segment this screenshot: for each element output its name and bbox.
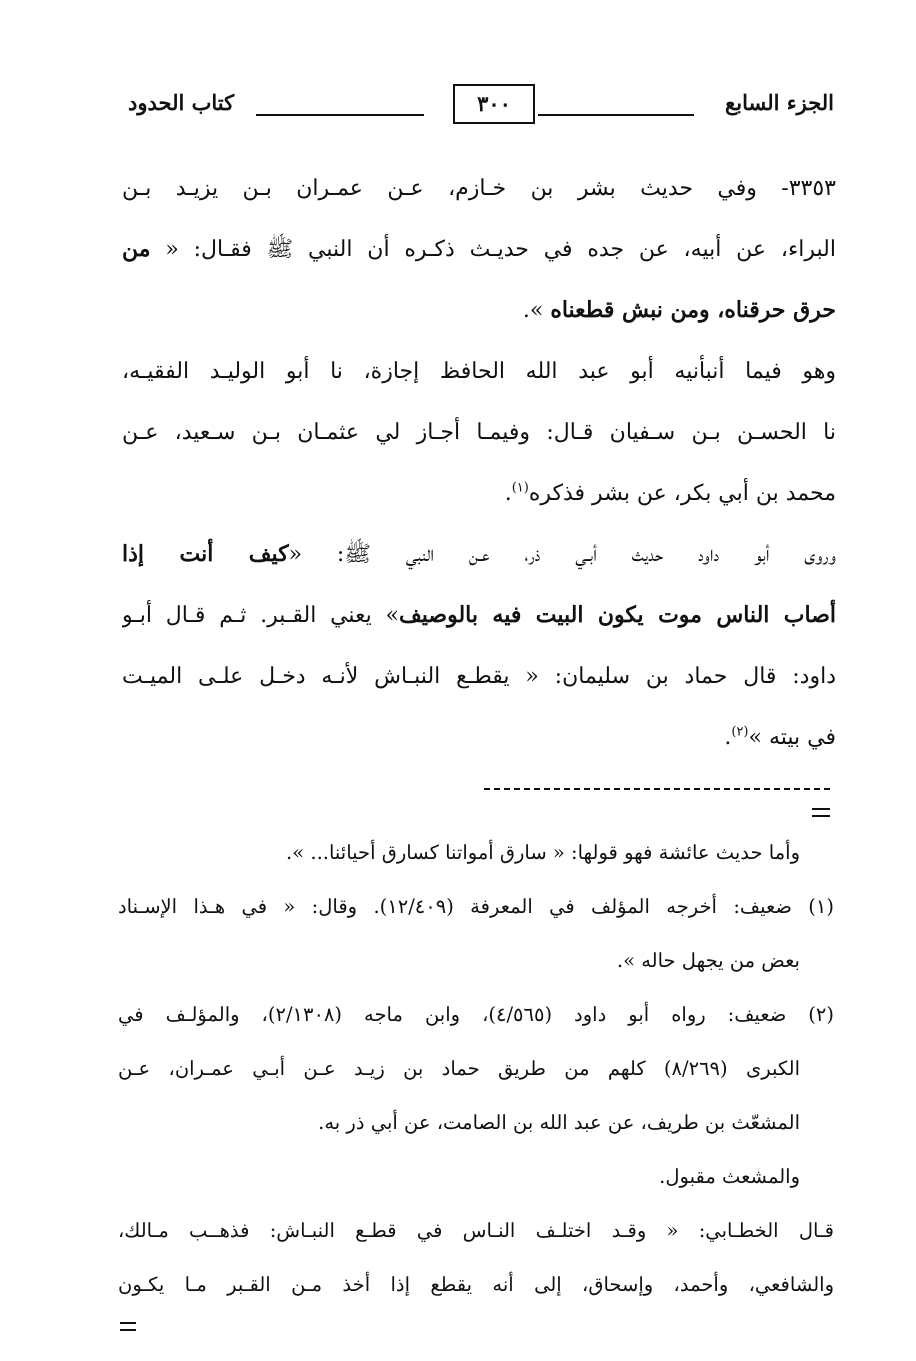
footnote-separator bbox=[484, 788, 830, 790]
footnote-line: الكبرى (٨/٢٦٩) كلهم من طريق حماد بن زيـد عـن أبـي عمـران، عـن bbox=[118, 1057, 800, 1080]
text-line: محمد بن أبي بكر، عن بشر فذكره$^{(١)}$. bbox=[504, 480, 836, 506]
main-text bbox=[122, 158, 836, 768]
running-header bbox=[128, 84, 834, 130]
hadith-quote: من bbox=[122, 236, 151, 262]
footnotes bbox=[118, 826, 834, 1312]
hadith-quote: حرق حرقناه، ومن نبش قطعناه bbox=[550, 297, 836, 323]
text-line: وهو فيما أنبأنيه أبو عبد الله الحافظ إجازة، نا أبو الوليـد الفقيـه، bbox=[122, 359, 836, 384]
hadith-quote: أصاب الناس موت يكون البيت فيه بالوصيف bbox=[399, 602, 836, 628]
page-number: ٣٠٠ bbox=[453, 84, 535, 124]
text-line: حرق حرقناه، ومن نبش قطعناه ». bbox=[522, 297, 836, 323]
footnote-line: المشعّث بن طريف، عن عبد الله بن الصامت، عن أبي ذر به. bbox=[318, 1111, 800, 1134]
header-book-title: كتاب الحدود bbox=[128, 90, 235, 115]
header-rule-right bbox=[538, 114, 694, 116]
text-line: ٣٣٥٣- وفي حديث بشر بن خـازم، عـن عمـران بـن يزيـد بـن bbox=[122, 176, 836, 201]
continuation-mark bbox=[120, 1322, 136, 1331]
footnote-line: قـال الخطـابي: « وقـد اختلـف النـاس في قطـع النبـاش: فذهــب مـالك، bbox=[118, 1219, 834, 1242]
text-line: في بيته »$^{(٢)}$. bbox=[724, 724, 836, 750]
header-rule-left bbox=[256, 114, 424, 116]
footnote-line: (٢) ضعيف: رواه أبو داود (٤/٥٦٥)، وابن ماجه (٢/١٣٠٨)، والمؤلـف في bbox=[118, 1003, 834, 1026]
text-line: داود: قال حماد بن سليمان: « يقطـع النبـاش لأنـه دخـل علـى الميـت bbox=[122, 664, 836, 689]
header-volume: الجزء السابع bbox=[725, 90, 834, 115]
text-line: أصاب الناس موت يكون البيت فيه بالوصيف» يعني القـبر. ثـم قـال أبـو bbox=[122, 602, 836, 628]
footnote-ref: (١) bbox=[511, 480, 529, 496]
footnote-ref: (٢) bbox=[731, 724, 749, 740]
footnote-line: والمشعث مقبول. bbox=[659, 1165, 800, 1188]
continuation-mark bbox=[812, 808, 830, 817]
text-line: نا الحسـن بـن سـفيان قـال: وفيمـا أجـاز لي عثمـان بـن سـعيد، عـن bbox=[122, 420, 836, 445]
text-line: البراء، عن أبيه، عن جده في حديـث ذكـره أن النبي ﷺ فقـال: « من bbox=[122, 236, 836, 262]
footnote-line: (١) ضعيف: أخرجه المؤلف في المعرفة (١٢/٤٠٩). وقال: « في هـذا الإسـناد bbox=[118, 895, 834, 918]
text-line: وروى أبو داود حديث أبـي ذر، عـن النبي ﷺ: «كيف أنت إذا bbox=[122, 541, 836, 567]
footnote-line: والشافعي، وأحمد، وإسحاق، إلى أنه يقطع إذا أخذ مـن القـبر مـا يكـون bbox=[118, 1273, 834, 1296]
hadith-quote: كيف أنت إذا bbox=[122, 541, 289, 567]
footnote-line: وأما حديث عائشة فهو قولها: « سارق أمواتنا كسارق أحيائنا... ». bbox=[286, 841, 800, 864]
footnote-line: بعض من يجهل حاله ». bbox=[616, 949, 800, 972]
